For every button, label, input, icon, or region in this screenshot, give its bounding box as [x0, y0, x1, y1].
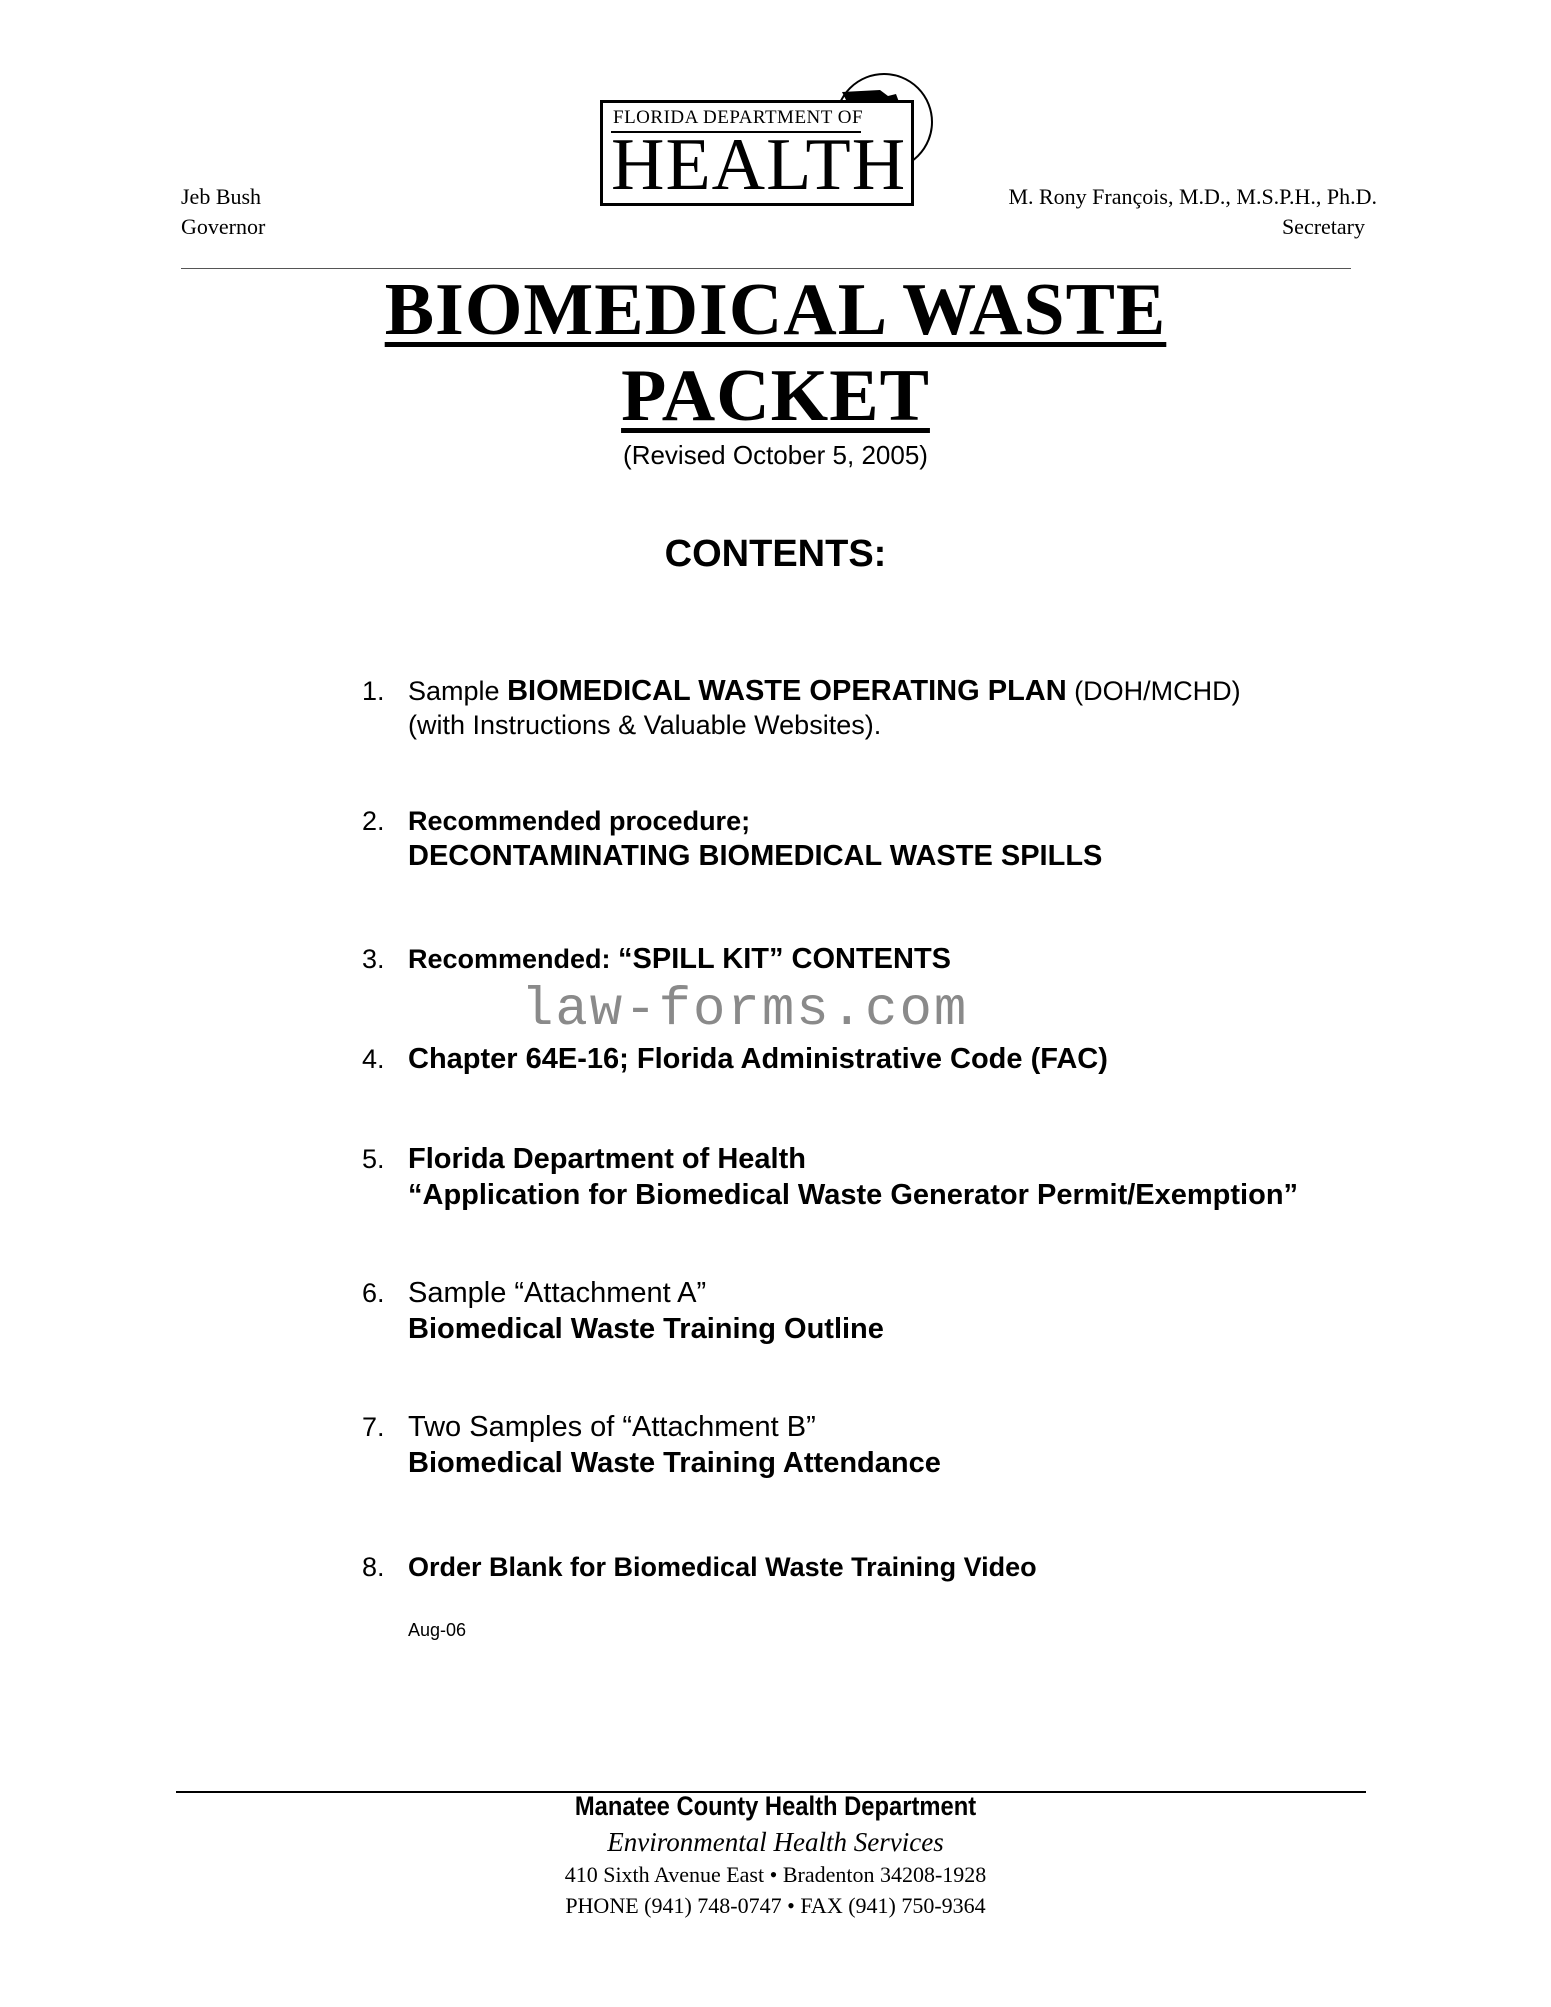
- list-item-bold-text: “SPILL KIT” CONTENTS: [618, 943, 952, 975]
- list-item-text: Recommended:: [408, 944, 619, 974]
- list-item-text: Sample “Attachment A”: [408, 1277, 707, 1309]
- list-item-number: 8.: [362, 1552, 385, 1582]
- secretary-name: M. Rony François, M.D., M.S.P.H., Ph.D.: [1008, 184, 1377, 209]
- list-item-text: (DOH/MCHD): [1066, 676, 1241, 706]
- list-item-text: Sample: [408, 676, 508, 706]
- list-item-text: Chapter 64E-16; Florida Administrative Code (FAC): [408, 1043, 1108, 1075]
- revision-date: (Revised October 5, 2005): [623, 440, 928, 470]
- list-item-subtext: Biomedical Waste Training Attendance: [408, 1447, 941, 1479]
- logo-text-top: FLORIDA DEPARTMENT OF: [613, 107, 864, 128]
- governor-title: Governor: [181, 214, 266, 239]
- footer-division: Environmental Health Services: [607, 1827, 944, 1857]
- list-item-text: Recommended procedure;: [408, 806, 751, 836]
- document-title-line2: PACKET: [621, 355, 930, 437]
- secretary-title: Secretary: [1281, 214, 1365, 239]
- list-item-subtext: “Application for Biomedical Waste Generator Permit/Exemption”: [408, 1179, 1299, 1211]
- footer-phone: PHONE (941) 748-0747 • FAX (941) 750-9364: [565, 1893, 986, 1918]
- list-item-number: 3.: [362, 944, 385, 974]
- list-item-number: 1.: [362, 676, 385, 706]
- florida-doh-logo: [598, 70, 958, 210]
- list-item-subtext: Biomedical Waste Training Outline: [408, 1313, 884, 1345]
- governor-name: Jeb Bush: [181, 184, 262, 209]
- list-item-number: 7.: [362, 1412, 385, 1442]
- list-item-text: Order Blank for Biomedical Waste Training Video: [408, 1552, 1037, 1582]
- list-item-subtext: DECONTAMINATING BIOMEDICAL WASTE SPILLS: [408, 840, 1103, 872]
- document-title-line1: BIOMEDICAL WASTE: [384, 269, 1167, 351]
- list-item-text: Florida Department of Health: [408, 1143, 806, 1175]
- list-item-bold-text: BIOMEDICAL WASTE OPERATING PLAN: [507, 675, 1067, 707]
- list-item-number: 6.: [362, 1278, 385, 1308]
- list-item-number: 4.: [362, 1044, 385, 1074]
- watermark: law-forms.com: [521, 980, 969, 1041]
- list-item-number: 5.: [362, 1144, 385, 1174]
- contents-heading: CONTENTS:: [664, 533, 887, 575]
- footer-address: 410 Sixth Avenue East • Bradenton 34208-1928: [564, 1862, 987, 1887]
- logo-box: [600, 100, 914, 206]
- list-item-subtext: (with Instructions & Valuable Websites).: [408, 710, 882, 740]
- logo-text-health: HEALTH: [611, 124, 907, 206]
- date-note: Aug-06: [408, 1620, 467, 1640]
- list-item-text: Two Samples of “Attachment B”: [408, 1411, 816, 1443]
- list-item-number: 2.: [362, 806, 385, 836]
- footer-organization: Manatee County Health Department: [574, 1791, 977, 1821]
